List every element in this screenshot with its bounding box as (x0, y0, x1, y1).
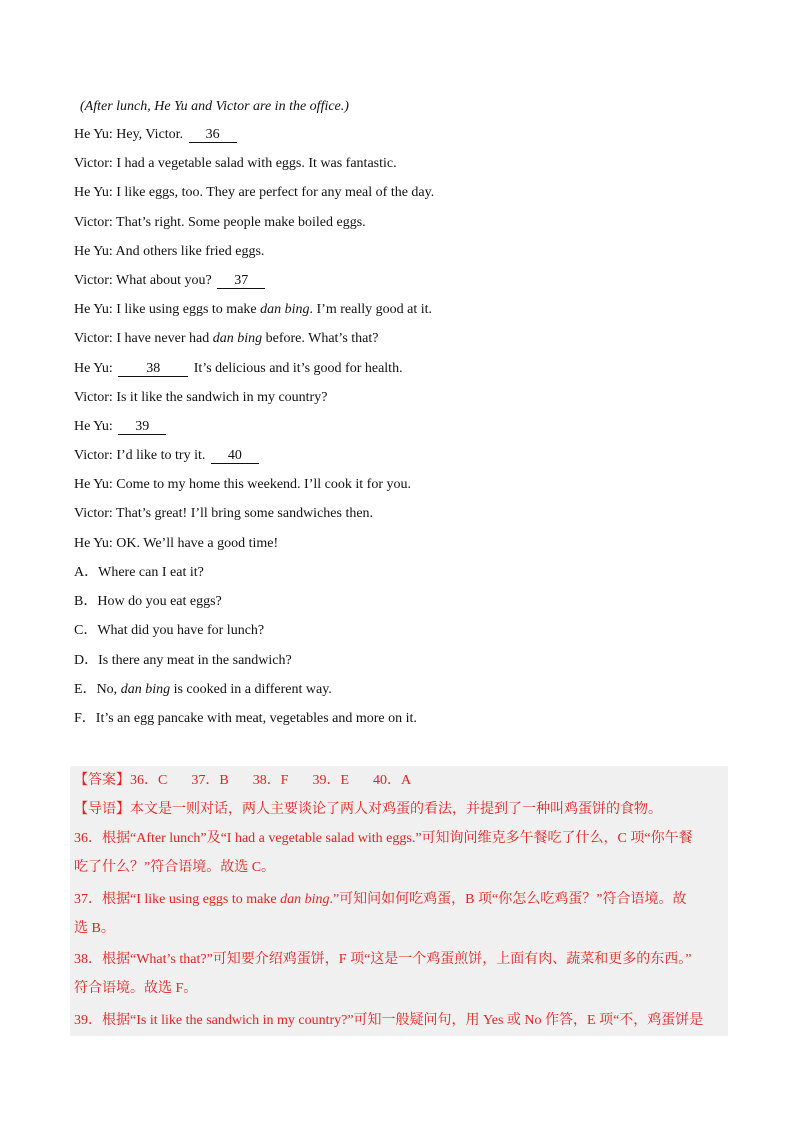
dialogue-line: He Yu: OK. We’ll have a good time! (74, 535, 279, 551)
option-f: F．It’s an egg pancake with meat, vegetables and more on it. (74, 710, 417, 726)
dialogue-line: Victor: That’s great! I’ll bring some sandwiches then. (74, 506, 374, 522)
blank-39: 39 (118, 419, 166, 435)
dialogue-line: He Yu: 38 It’s delicious and it’s good for health. (74, 360, 403, 376)
dialogue-line: He Yu: And others like fried eggs. (74, 243, 265, 259)
option-b: B．How do you eat eggs? (74, 594, 222, 610)
explanation-38-line1: 38．根据“What’s that?”可知要介绍鸡蛋饼，F 项“这是一个鸡蛋煎饼，上面有肉、蔬菜和更多的东西。” (74, 952, 692, 967)
explanation-36-line2: 吃了什么？”符合语境。故选 C。 (74, 860, 276, 875)
scene-intro: (After lunch, He Yu and Victor are in the office.) (80, 99, 349, 114)
dialogue-line: He Yu: I like eggs, too. They are perfect for any meal of the day. (74, 185, 435, 201)
dialogue-line: Victor: I’d like to try it. 40 (74, 447, 734, 476)
explanation-39-line1: 39．根据“Is it like the sandwich in my country?”可知一般疑问句，用 Yes 或 No 作答，E 项“不，鸡蛋饼是 (74, 1013, 704, 1028)
dialogue-line: Victor: That’s right. Some people make boiled eggs. (74, 214, 366, 230)
option-d: D．Is there any meat in the sandwich? (74, 652, 292, 668)
dialogue-line: Victor: Is it like the sandwich in my country? (74, 389, 328, 405)
explanation-36-line1: 36．根据“After lunch”及“I had a vegetable salad with eggs.”可知询问维克多午餐吃了什么，C 项“你午餐 (74, 831, 693, 846)
dialogue-line: Victor: I had a vegetable salad with eggs. It was fantastic. (74, 156, 397, 172)
blank-36: 36 (189, 127, 237, 143)
explanation-37-line1: 37．根据“I like using eggs to make dan bing.”可知问如何吃鸡蛋，B 项“你怎么吃鸡蛋？”符合语境。故 (74, 892, 687, 907)
dialogue-line: Victor: What about you? 37 (74, 272, 734, 301)
explanation-37-line2: 选 B。 (74, 921, 115, 936)
explanation-38-line2: 符合语境。故选 F。 (74, 981, 198, 996)
blank-40: 40 (211, 448, 259, 464)
answer-key: 【答案】36．C 37．B 38．F 39．E 40．A (74, 773, 412, 788)
blank-38: 38 (118, 361, 188, 377)
dialogue-line: He Yu: 39 (74, 418, 734, 447)
dialogue-line: Victor: I have never had dan bing before. What’s that? (74, 331, 379, 347)
dialogue-line: He Yu: I like using eggs to make dan bing. I’m really good at it. (74, 302, 432, 318)
option-a: A．Where can I eat it? (74, 565, 204, 580)
guide-text: 【导语】本文是一则对话，两人主要谈论了两人对鸡蛋的看法，并提到了一种叫鸡蛋饼的食物。 (74, 802, 662, 817)
option-e: E．No, dan bing is cooked in a different way. (74, 681, 332, 697)
blank-37: 37 (217, 273, 265, 289)
option-c: C．What did you have for lunch? (74, 623, 265, 639)
dialogue-line: He Yu: Hey, Victor. 36 (74, 126, 734, 155)
dialogue (74, 126, 734, 564)
dialogue-line: He Yu: Come to my home this weekend. I’ll cook it for you. (74, 477, 411, 493)
answer-options (74, 564, 734, 739)
